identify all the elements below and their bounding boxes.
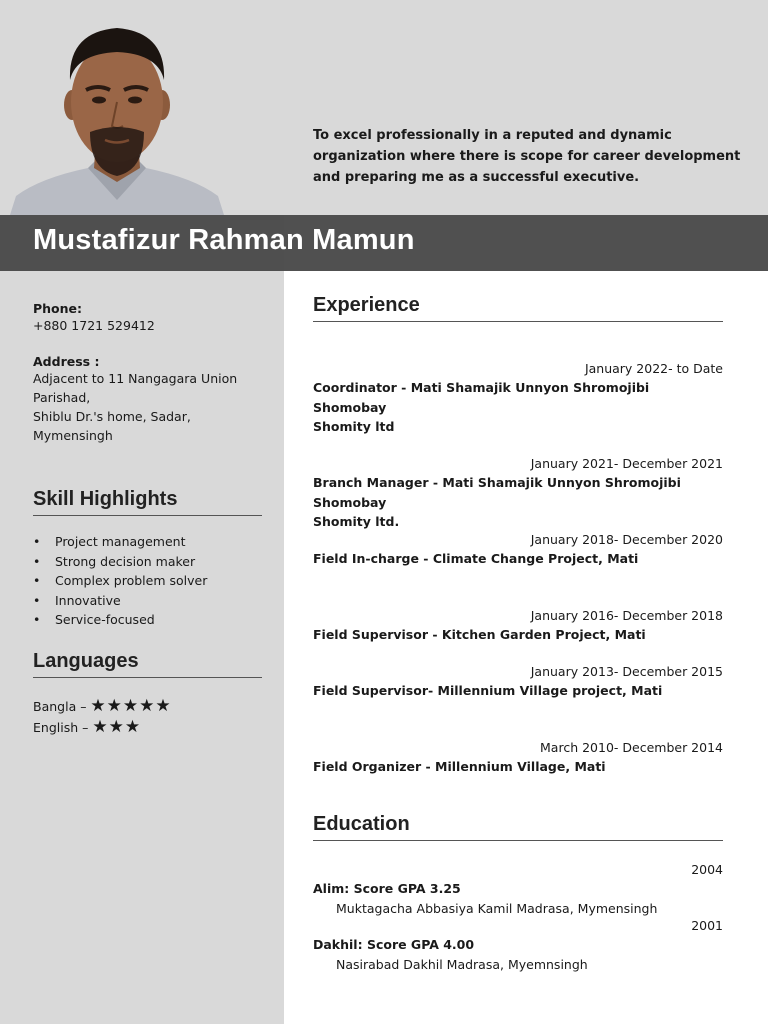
phone-block [33, 301, 273, 335]
languages-divider [33, 677, 262, 678]
star-rating-icon: ★★★★★ [90, 696, 172, 716]
bullet-icon: • [33, 612, 41, 628]
experience-date: March 2010- December 2014 [540, 740, 723, 755]
skills-section [33, 488, 262, 630]
experience-role: Field In-charge - Climate Change Project, Mati [313, 551, 639, 566]
language-label: Bangla – [33, 699, 91, 714]
career-objective: To excel professionally in a reputed and dynamic organization where there is scope for career development and preparing me as a successful executive. [313, 128, 741, 185]
experience-entry [313, 454, 723, 532]
profile-photo [10, 10, 224, 215]
skill-item: • Innovative [33, 591, 262, 611]
experience-role: Field Supervisor - Kitchen Garden Project, Mati [313, 627, 646, 642]
education-divider [313, 840, 723, 841]
skill-item: • Strong decision maker [33, 552, 262, 572]
skills-list [33, 532, 262, 630]
education-section [313, 813, 723, 841]
education-entry [313, 916, 723, 974]
experience-role: Shomity ltd [313, 419, 395, 434]
experience-divider [313, 321, 723, 322]
experience-title: Experience [313, 294, 420, 316]
languages-title: Languages [33, 650, 139, 672]
skills-title: Skill Highlights [33, 488, 178, 510]
language-item [33, 696, 262, 717]
experience-section [313, 294, 723, 322]
education-degree: Alim: Score GPA 3.25 [313, 881, 461, 896]
experience-date: January 2022- to Date [584, 361, 723, 376]
bullet-icon: • [33, 592, 41, 608]
address-line: Mymensingh [33, 428, 113, 443]
candidate-name: Mustafizur Rahman Mamun [33, 224, 415, 256]
education-institution: Muktagacha Abbasiya Kamil Madrasa, Mymensingh [336, 900, 658, 916]
experience-date: January 2021- December 2021 [530, 456, 723, 471]
experience-entry [313, 738, 723, 777]
address-block [33, 354, 273, 445]
bullet-icon: • [33, 553, 41, 569]
star-rating-icon: ★★★ [92, 717, 142, 737]
phone-number: +880 1721 529412 [33, 318, 155, 333]
languages-section [33, 650, 262, 738]
experience-entry [313, 530, 723, 569]
address-line: Adjacent to 11 Nangagara Union [33, 371, 238, 386]
skill-item: • Service-focused [33, 610, 262, 630]
experience-entry [313, 662, 723, 701]
experience-date: January 2016- December 2018 [530, 608, 723, 623]
experience-role: Coordinator - Mati Shamajik Unnyon Shromojibi Shomobay [313, 380, 650, 415]
address-label: Address : [33, 354, 100, 369]
phone-label: Phone: [33, 301, 83, 316]
bullet-icon: • [33, 534, 41, 549]
address-line: Parishad, [33, 390, 91, 405]
experience-role: Shomity ltd. [313, 514, 400, 529]
experience-role: Field Supervisor- Millennium Village project, Mati [313, 683, 663, 698]
skill-item: • Complex problem solver [33, 571, 262, 591]
skills-divider [33, 515, 262, 516]
contact-section [33, 301, 273, 464]
skill-item: • Project management [33, 532, 262, 552]
language-item [33, 717, 262, 738]
experience-date: January 2018- December 2020 [530, 532, 723, 547]
bullet-icon: • [33, 573, 41, 589]
experience-role: Branch Manager - Mati Shamajik Unnyon Shromojibi Shomobay [313, 475, 681, 510]
education-degree: Dakhil: Score GPA 4.00 [313, 937, 475, 952]
language-label: English – [33, 720, 93, 735]
education-title: Education [313, 813, 410, 835]
address-line: Shiblu Dr.'s home, Sadar, [33, 409, 191, 424]
experience-entry [313, 359, 723, 437]
experience-date: January 2013- December 2015 [530, 664, 723, 679]
education-institution: Nasirabad Dakhil Madrasa, Myemnsingh [336, 956, 588, 972]
education-entry [313, 860, 723, 918]
experience-entry [313, 606, 723, 645]
experience-role: Field Organizer - Millennium Village, Mati [313, 759, 606, 774]
education-year: 2004 [691, 862, 723, 877]
education-year: 2001 [691, 918, 723, 933]
